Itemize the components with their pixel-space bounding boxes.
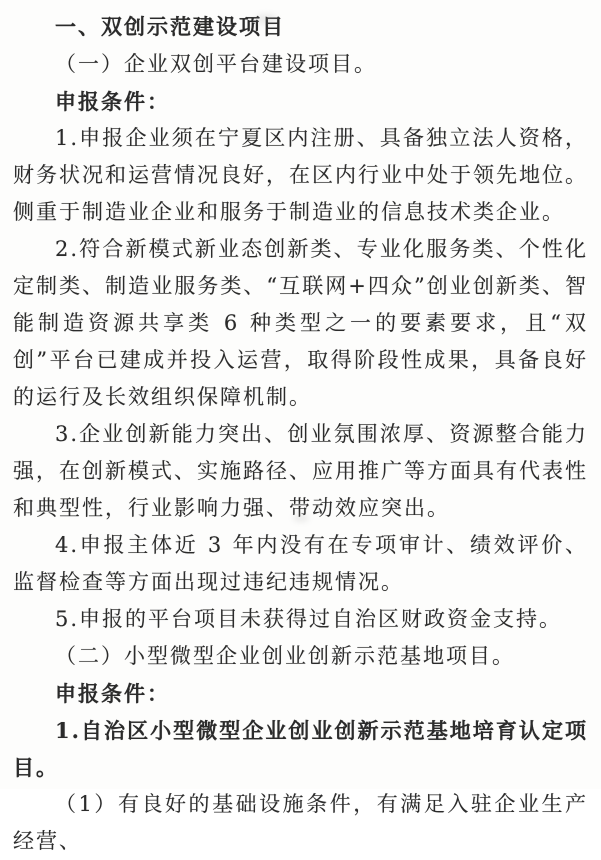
subsection-2-title: （二）小型微型企业创业创新示范基地项目。 (55, 644, 515, 668)
subsection-1-condition-1: 1.申报企业须在宁夏区内注册、具备独立法人资格，财务状况和运营情况良好，在区内行业中处于领先地位。侧重于制造业企业和服务于制造业的信息技术类企业。 (13, 126, 588, 224)
subsection-1-condition-5: 5.申报的平台项目未获得过自治区财政资金支持。 (55, 607, 563, 631)
subsection-1-title: （一）企业双创平台建设项目。 (55, 52, 377, 76)
subsection-1-conditions-label: 申报条件： (55, 89, 170, 114)
subsection-1-condition-3: 3.企业创新能力突出、创业氛围浓厚、资源整合能力强，在创新模式、实施路径、应用推广等方面具有代表性和典型性，行业影响力强、带动效应突出。 (13, 422, 588, 520)
subsection-2-sub-item-1: （1）有良好的基础设施条件，有满足入驻企业生产经营、 (13, 792, 588, 853)
subsection-1-condition-2: 2.符合新模式新业态创新类、专业化服务类、个性化定制类、制造业服务类、“互联网+四众”创业创新类、智能制造资源共享类 6 种类型之一的要素要求，且“双创”平台已建成并投入运营，取得阶段性成果，具备良好的运行及长效组织保障机制。 (13, 237, 588, 409)
subsection-2-conditions-label: 申报条件： (55, 681, 170, 706)
main-heading: 一、双创示范建设项目 (55, 15, 285, 39)
subsection-2-item-1-heading: 1.自治区小型微型企业创业创新示范基地培育认定项目。 (13, 718, 588, 780)
subsection-1-condition-4: 4.申报主体近 3 年内没有在专项审计、绩效评价、监督检查等方面出现过违纪违规情况。 (13, 533, 588, 594)
